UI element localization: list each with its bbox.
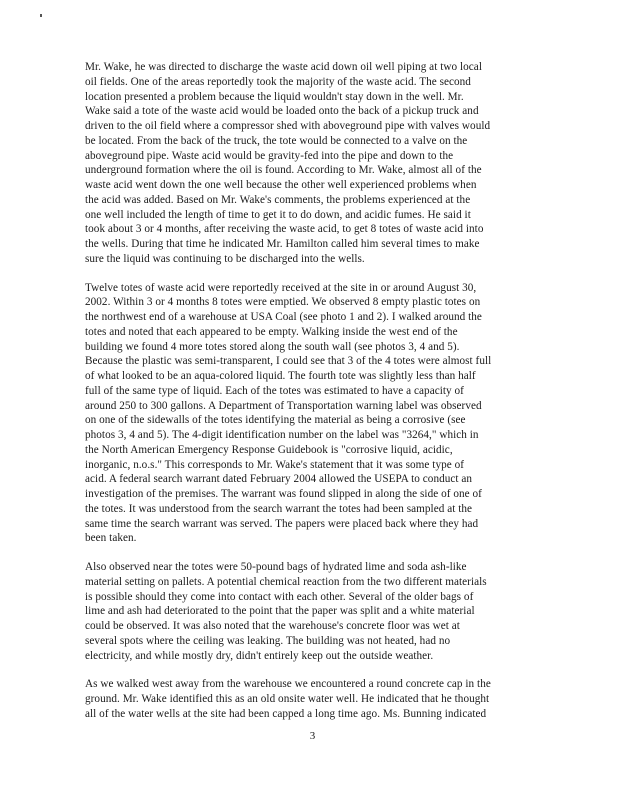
page-number: 3 xyxy=(309,730,316,742)
paragraph-oil-well-discharge: Mr. Wake, he was directed to discharge the waste acid down oil well piping at two local oil fields. One of the areas reportedly took the majority of the waste acid. The second location presented a problem because the liquid wouldn't stay down in the well. Mr. Wake said a tote of the waste acid would be loaded onto the back of a pickup truck and driven to the oil field where a compressor shed with aboveground pipe with valves would be located. From the back of the truck, the tote would be connected to a valve on the aboveground pipe. Waste acid would be gravity-fed into the pipe and down to the underground formation where the oil is found. According to Mr. Wake, almost all of the waste acid went down the one well because the other well experienced problems when the acid was added. Based on Mr. Wake's comments, the problems experienced at the one well included the length of time to get it to do down, and acidic fumes. He said it took about 3 or 4 months, after receiving the waste acid, to get 8 totes of waste acid into the wells. During that time he indicated Mr. Hamilton called him several times to make sure the liquid was continuing to be discharged into the wells. xyxy=(85,61,491,265)
scan-mark xyxy=(40,14,42,17)
paragraph-water-well: As we walked west away from the warehouse we encountered a round concrete cap in the ground. Mr. Wake identified this as an old onsite water well. He indicated that he thought all of the water wells at the site had been capped a long time ago. Ms. Bunning indicated xyxy=(85,678,491,720)
paragraph-totes-observed: Twelve totes of waste acid were reportedly received at the site in or around August 30, 2002. Within 3 or 4 months 8 totes were emptied. We observed 8 empty plastic totes on the northwest end of a warehouse at USA Coal (see photo 1 and 2). I walked around the totes and noted that each appeared to be empty. Walking inside the west end of the building we found 4 more totes stored along the south wall (see photos 3, 4 and 5). Because the plastic was semi-transparent, I could see that 3 of the 4 totes were almost full of what looked to be an aqua-colored liquid. The fourth tote was slightly less than half full of the same type of liquid. Each of the totes was estimated to have a capacity of around 250 to 300 gallons. A Department of Transportation warning label was observed on one of the sidewalls of the totes identifying the material as being a corrosive (see photos 3, 4 and 5). The 4-digit identification number on the label was "3264," which in the North American Emergency Response Guidebook is "corrosive liquid, acidic, inorganic, n.o.s." This corresponds to Mr. Wake's statement that it was some type of acid. A federal search warrant dated February 2004 allowed the USEPA to conduct an investigation of the premises. The warrant was found slipped in along the side of one of the totes. It was understood from the search warrant the totes had been sampled at the same time the search warrant was served. The papers were placed back where they had been taken. xyxy=(85,281,492,545)
paragraph-lime-bags: Also observed near the totes were 50-pound bags of hydrated lime and soda ash-like material setting on pallets. A potential chemical reaction from the two different materials is possible should they come into contact with each other. Several of the older bags of lime and ash had deteriorated to the point that the paper was split and a white material could be observed. It was also noted that the warehouse's concrete floor was wet at several spots where the ceiling was leaking. The building was not heated, had no electricity, and while mostly dry, didn't entirely keep out the outside weather. xyxy=(85,561,487,662)
document-body xyxy=(85,60,525,736)
